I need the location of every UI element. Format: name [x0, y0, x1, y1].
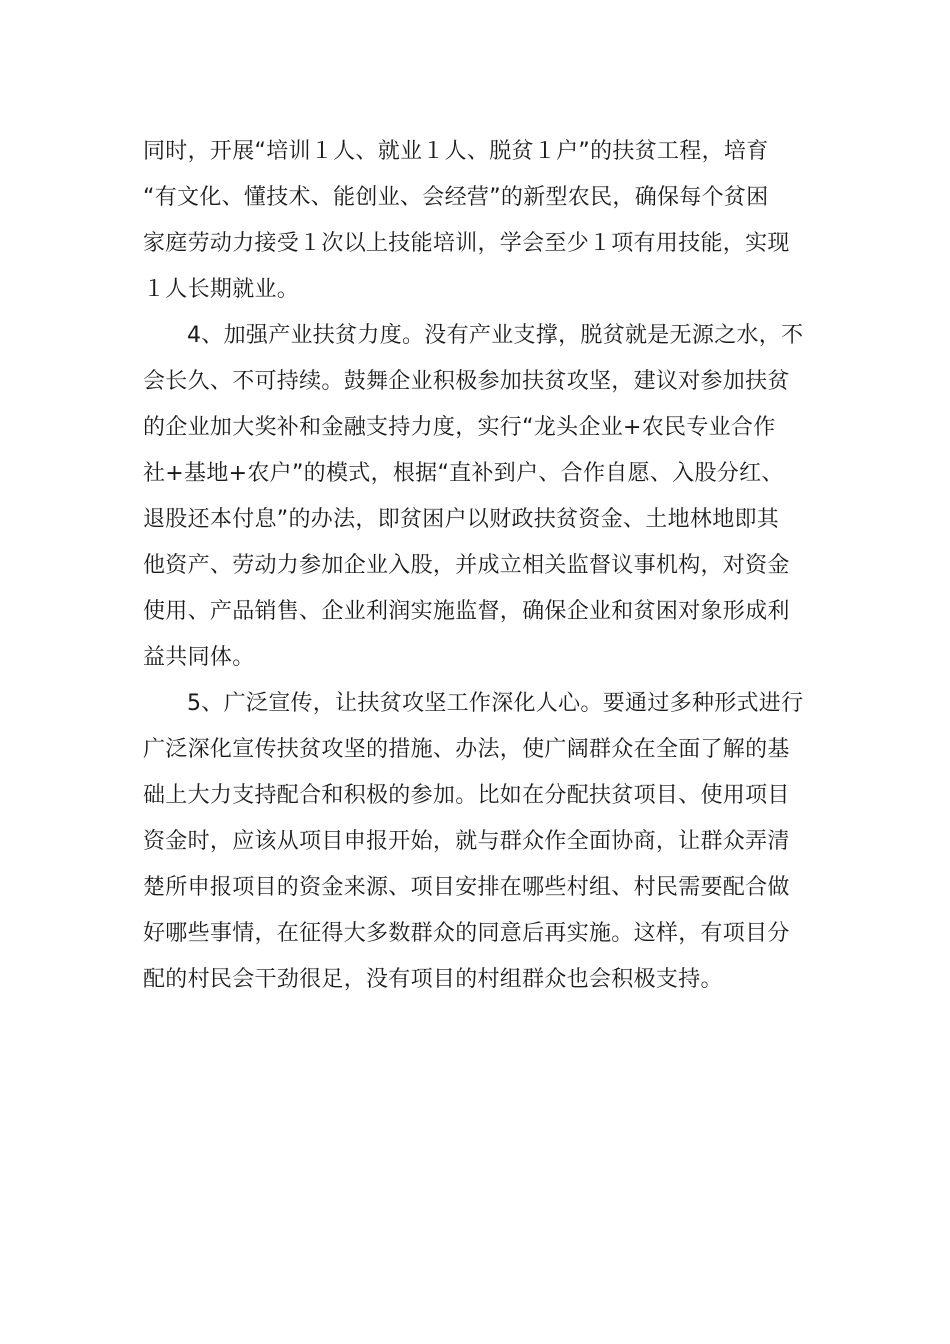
- text-line: 配的村民会干劲很足，没有项目的村组群众也会积极支持。: [143, 967, 723, 992]
- text-line: 使用、产品销售、企业利润实施监督，确保企业和贫困对象形成利: [143, 599, 790, 624]
- text-line: 楚所申报项目的资金来源、项目安排在哪些村组、村民需要配合做: [143, 875, 790, 900]
- text-line: 会长久、不可持续。鼓舞企业积极参加扶贫攻坚，建议对参加扶贫: [143, 369, 790, 394]
- text-line: １人长期就业。: [143, 277, 300, 302]
- paragraph-publicity: [143, 681, 813, 1003]
- text-line: 4、加强产业扶贫力度。没有产业支撑，脱贫就是无源之水，不: [187, 323, 804, 348]
- text-line: 广泛深化宣传扶贫攻坚的措施、办法，使广阔群众在全面了解的基: [143, 737, 790, 762]
- paragraph-industry-support: [143, 313, 813, 681]
- text-line: 家庭劳动力接受１次以上技能培训，学会至少１项有用技能，实现: [143, 231, 790, 256]
- text-line: 好哪些事情，在征得大多数群众的同意后再实施。这样，有项目分: [143, 921, 790, 946]
- text-line: 础上大力支持配合和积极的参加。比如在分配扶贫项目、使用项目: [143, 783, 790, 808]
- paragraph-continuation: [143, 129, 813, 313]
- text-line: 退股还本付息”的办法，即贫困户以财政扶贫资金、土地林地即其: [143, 507, 780, 532]
- text-line: 资金时，应该从项目申报开始，就与群众作全面协商，让群众弄清: [143, 829, 790, 854]
- text-line: 5、广泛宣传，让扶贫攻坚工作深化人心。要通过多种形式进行: [187, 691, 804, 716]
- text-line: 他资产、劳动力参加企业入股，并成立相关监督议事机构，对资金: [143, 553, 790, 578]
- document-body: [143, 129, 813, 1003]
- text-line: 同时，开展“培训１人、就业１人、脱贫１户”的扶贫工程，培育: [143, 139, 769, 164]
- text-line: 社+基地+农户”的模式，根据“直补到户、合作自愿、入股分红、: [143, 461, 784, 486]
- text-line: 益共同体。: [143, 645, 255, 670]
- text-line: “有文化、懂技术、能创业、会经营”的新型农民，确保每个贫困: [143, 185, 769, 210]
- text-line: 的企业加大奖补和金融支持力度，实行“龙头企业+农民专业合作: [143, 415, 776, 440]
